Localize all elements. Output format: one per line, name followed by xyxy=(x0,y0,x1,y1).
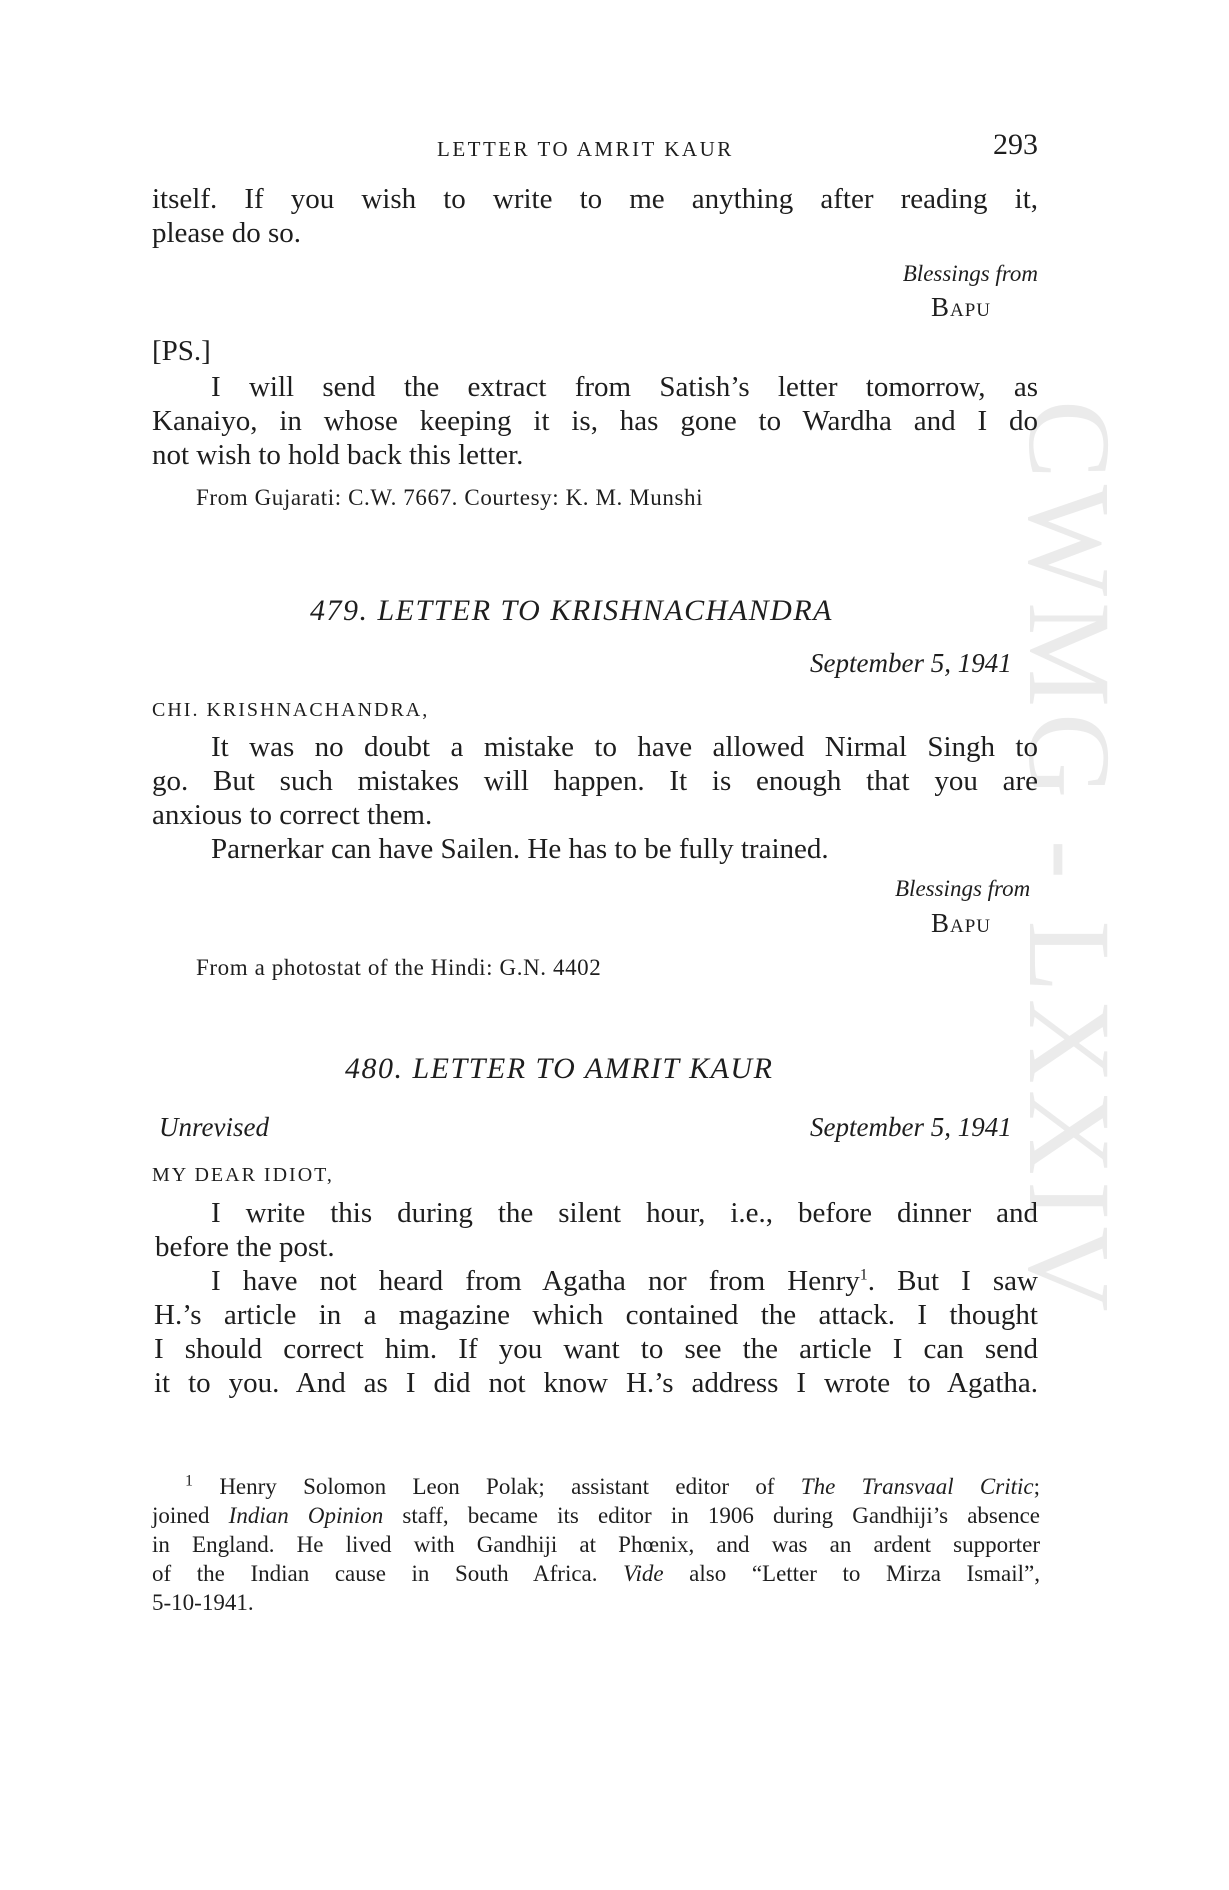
footnote-italic: The Transvaal Critic xyxy=(800,1474,1034,1499)
footnote-text: also “Letter to Mirza Ismail”, xyxy=(663,1561,1040,1586)
footnote-line xyxy=(152,1472,1040,1501)
footnote-line: in England. He lived with Gandhiji at Phœnix, and was an ardent supporter xyxy=(152,1532,1040,1557)
body-line: go. But such mistakes will happen. It is enough that you are xyxy=(152,765,1038,797)
body-line: Kanaiyo, in whose keeping it is, has gone to Wardha and I do xyxy=(152,405,1038,437)
body-line: It was no doubt a mistake to have allowed Nirmal Singh to xyxy=(211,731,1038,763)
body-line: H.’s article in a magazine which contained the attack. I thought xyxy=(154,1299,1038,1331)
running-title: LETTER TO AMRIT KAUR xyxy=(437,137,734,161)
page-number: 293 xyxy=(993,128,1038,161)
body-line: before the post. xyxy=(155,1231,335,1263)
footnote-text: ; xyxy=(1033,1474,1040,1499)
footnote-text: Henry Solomon Leon Polak; assistant editor of xyxy=(219,1474,801,1499)
body-line-text: I have not heard from Agatha nor from Henry xyxy=(211,1265,860,1297)
revision-status: Unrevised xyxy=(159,1112,269,1142)
ps-label: [PS.] xyxy=(152,335,211,367)
signature: Bapu xyxy=(931,292,992,322)
body-line: it to you. And as I did not know H.’s address I wrote to Agatha. xyxy=(154,1367,1038,1399)
body-line: I should correct him. If you want to see the article I can send xyxy=(154,1333,1038,1365)
body-line: I write this during the silent hour, i.e., before dinner and xyxy=(211,1197,1038,1229)
body-line xyxy=(211,1264,1038,1298)
body-line: anxious to correct them. xyxy=(152,799,433,831)
letter-heading: 479. LETTER TO KRISHNACHANDRA xyxy=(310,594,833,627)
source-note: From Gujarati: C.W. 7667. Courtesy: K. M. Munshi xyxy=(196,485,704,510)
body-line: not wish to hold back this letter. xyxy=(152,439,524,471)
letter-date: September 5, 1941 xyxy=(810,1112,1012,1142)
footnote xyxy=(152,1472,1040,1617)
footnote-italic: Indian Opinion xyxy=(228,1503,384,1528)
footnote-line xyxy=(152,1559,1040,1588)
footnote-line xyxy=(152,1501,1040,1530)
blessings-closing: Blessings from xyxy=(895,876,1031,901)
footnote-line: 5-10-1941. xyxy=(152,1590,254,1615)
body-line: itself. If you wish to write to me anything after reading it, xyxy=(152,183,1038,215)
body-line: please do so. xyxy=(152,217,301,249)
letter-date: September 5, 1941 xyxy=(810,648,1012,678)
letter-heading: 480. LETTER TO AMRIT KAUR xyxy=(345,1052,774,1085)
footnote-marker: 1 xyxy=(185,1472,193,1490)
footnote-italic: Vide xyxy=(623,1561,664,1586)
body-line: Parnerkar can have Sailen. He has to be fully trained. xyxy=(211,833,829,865)
body-line: I will send the extract from Satish’s letter tomorrow, as xyxy=(211,371,1038,403)
blessings-closing: Blessings from xyxy=(902,261,1038,286)
body-line-text: . But I saw xyxy=(867,1265,1038,1297)
watermark-text: CWMG - LXXIV xyxy=(1004,400,1135,1318)
salutation: CHI. KRISHNACHANDRA, xyxy=(152,699,430,721)
salutation: MY DEAR IDIOT, xyxy=(152,1164,334,1186)
signature: Bapu xyxy=(931,908,992,938)
footnote-text: staff, became its editor in 1906 during Gandhiji’s absence xyxy=(383,1503,1040,1528)
source-note: From a photostat of the Hindi: G.N. 4402 xyxy=(196,955,602,980)
footnote-text: joined xyxy=(152,1503,229,1528)
footnote-ref: 1 xyxy=(859,1266,868,1284)
footnote-text: of the Indian cause in South Africa. xyxy=(152,1561,624,1586)
